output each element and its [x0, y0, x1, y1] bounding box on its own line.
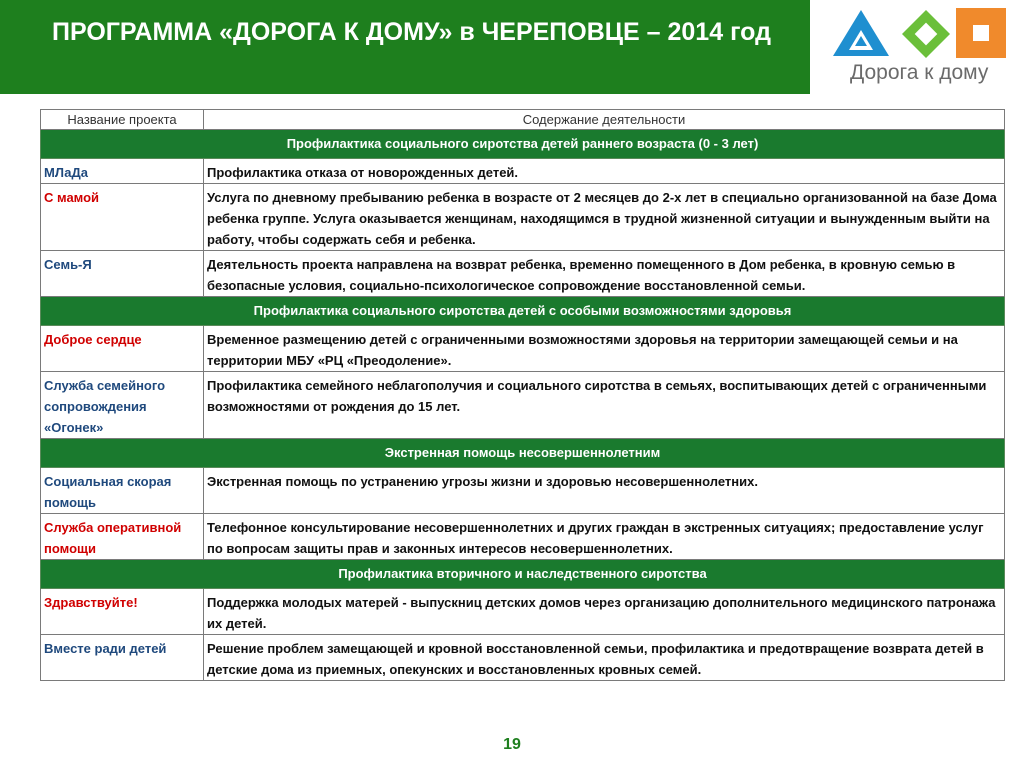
table-row	[41, 372, 1005, 439]
project-description: Телефонное консультирование несовершеннолетних и других граждан в экстренных ситуациях; предоставление услуг по вопросам защиты прав и законных интересов несовершеннолетних.	[204, 514, 1005, 560]
project-name: Здравствуйте!	[41, 589, 204, 635]
project-description: Экстренная помощь по устранению угрозы жизни и здоровью несовершеннолетних.	[204, 468, 1005, 514]
table-row	[41, 251, 1005, 297]
projects-table	[40, 109, 1005, 681]
table-row	[41, 589, 1005, 635]
column-header-activity: Содержание деятельности	[204, 110, 1005, 130]
header-bar	[0, 0, 810, 94]
project-name: Служба семейного сопровождения «Огонек»	[41, 372, 204, 439]
section-title: Профилактика вторичного и наследственного сиротства	[41, 560, 1005, 589]
project-description: Временное размещению детей с ограниченными возможностями здоровья на территории замещающей семьи и на территории МБУ «РЦ «Преодоление».	[204, 326, 1005, 372]
square-icon	[956, 8, 1006, 58]
section-title: Профилактика социального сиротства детей раннего возраста (0 - 3 лет)	[41, 130, 1005, 159]
column-header-project-name: Название проекта	[41, 110, 204, 130]
logo-text: Дорога к дому	[850, 61, 989, 84]
logo	[828, 6, 1018, 90]
table-row	[41, 468, 1005, 514]
table-row	[41, 159, 1005, 184]
page-number: 19	[503, 736, 521, 753]
logo-icons	[828, 6, 1018, 62]
page-title: ПРОГРАММА «ДОРОГА К ДОМУ» в ЧЕРЕПОВЦЕ – 2014 год	[52, 18, 771, 46]
project-description: Деятельность проекта направлена на возврат ребенка, временно помещенного в Дом ребенка, в кровную семью в безопасные условия, социально-психологическое сопровождение восстановленной семьи.	[204, 251, 1005, 297]
table-row	[41, 326, 1005, 372]
project-name: С мамой	[41, 184, 204, 251]
section-title: Профилактика социального сиротства детей с особыми возможностями здоровья	[41, 297, 1005, 326]
diamond-icon	[902, 10, 950, 58]
table-row	[41, 184, 1005, 251]
section-header-row	[41, 560, 1005, 589]
table-row	[41, 514, 1005, 560]
section-header-row	[41, 130, 1005, 159]
project-name: Служба оперативной помощи	[41, 514, 204, 560]
project-description: Профилактика семейного неблагополучия и социального сиротства в семьях, воспитывающих детей с ограниченными возможностями от рождения до 15 лет.	[204, 372, 1005, 439]
project-name: Доброе сердце	[41, 326, 204, 372]
table-row	[41, 635, 1005, 681]
project-description: Поддержка молодых матерей - выпускниц детских домов через организацию дополнительного медицинского патронажа их детей.	[204, 589, 1005, 635]
project-name: Вместе ради детей	[41, 635, 204, 681]
project-name: Социальная скорая помощь	[41, 468, 204, 514]
table-header-row	[41, 110, 1005, 130]
project-description: Услуга по дневному пребыванию ребенка в возрасте от 2 месяцев до 2-х лет в специально организованной на базе Дома ребенка группе. Услуга оказывается женщинам, находящимся в трудной жизненной ситуации и вынужденным выйти на работу, чтобы содержать себя и ребенка.	[204, 184, 1005, 251]
project-name: МЛаДа	[41, 159, 204, 184]
triangle-icon	[833, 10, 889, 56]
project-description: Решение проблем замещающей и кровной восстановленной семьи, профилактика и предотвращение возврата детей в детские дома из приемных, опекунских и восстановленных кровных семей.	[204, 635, 1005, 681]
project-description: Профилактика отказа от новорожденных детей.	[204, 159, 1005, 184]
section-header-row	[41, 439, 1005, 468]
project-name: Семь-Я	[41, 251, 204, 297]
section-title: Экстренная помощь несовершеннолетним	[41, 439, 1005, 468]
section-header-row	[41, 297, 1005, 326]
